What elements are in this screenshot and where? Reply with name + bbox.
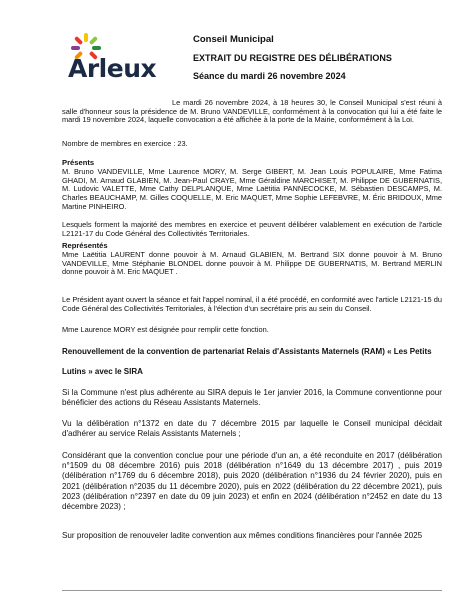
arleux-logo (60, 32, 175, 94)
document-title: EXTRAIT DU REGISTRE DES DÉLIBÉRATIONS (193, 53, 392, 63)
subject-line-1: Renouvellement de la convention de partenariat Relais d'Assistants Maternels (RAM) « Les Petits (62, 347, 432, 356)
body-paragraph: Si la Commune n'est plus adhérente au SIRA depuis le 1er janvier 2016, la Commune conventionne pour bénéficier des actions du Réseau Assistants Maternels. (62, 388, 442, 408)
present-title: Présents (62, 158, 95, 167)
roll-call-paragraph: Le Président ayant ouvert la séance et fait l'appel nominal, il a été procédé, en conformité avec l'article L2121-15 du Code Général des Collectivités Territoriales, à l'élection d'un secrétaire pris au sein du Conseil. (62, 295, 442, 313)
quorum-note: Lesquels forment la majorité des membres en exercice et peuvent délibérer valablement en exécution de l'article L2121-17 du Code Général des Collectivités Territoriales. (62, 220, 442, 238)
body-paragraph: Sur proposition de renouveler ladite convention aux mêmes conditions financières pour l'année 2025 (62, 531, 423, 540)
footer-divider (62, 590, 442, 591)
subject-line-2: Lutins » avec le SIRA (62, 367, 143, 376)
secretary-line: Mme Laurence MORY est désignée pour remplir cette fonction. (62, 325, 269, 334)
session-date: Séance du mardi 26 novembre 2024 (193, 71, 346, 81)
body-paragraph: Considérant que la convention conclue pour une période d'un an, a été reconduite en 2017 (délibération n°1509 du 08 décembre 2016) puis 2018 (délibération n°1649 du 13 décembre 2017) , puis 2019 (délibération n°1769 du 6 décembre 2018), puis 2020 (délibération n°1936 du 24 février 2020), puis en 2021 (délibération n°2035 du 11 décembre 2020), puis en 2022 (délibération du 22 décembre 2021), puis 2023 (délibération n°2397 en date du 09 juin 2023) et enfin en 2024 (délibération n°2452 en date du 13 décembre 2023) ; (62, 451, 442, 512)
logo-wordmark: Arleux (68, 54, 157, 83)
members-count: Nombre de membres en exercice : 23. (62, 139, 188, 148)
present-list: M. Bruno VANDEVILLE, Mme Laurence MORY, M. Serge GIBERT, M. Jean Louis POPULAIRE, Mme Fatima GHADI, M. Arnaud GLABIEN, M. Jean-Paul CRAYE, Mme Géraldine MARCHISET, M. Philippe DE GUBERNATIS, M. Ludovic VALETTE, Mme Cathy DELPLANQUE, Mme Laëtitia PANNECOCKE, M. Sébastien DESCAMPS, M. Charles BEAUCHAMP, M. Gilles COQUELLE, M. Eric MAQUET, Mme Sophie LEFEBVRE, M. Éric BRIDOUX, Mme Martine PINHEIRO. (62, 167, 442, 211)
body-paragraph: Vu la délibération n°1372 en date du 7 décembre 2015 par laquelle le Conseil municipal décidait d'adhérer au service Relais Assistants Maternels ; (62, 419, 442, 439)
council-name: Conseil Municipal (193, 34, 274, 45)
represented-list: Mme Laëtitia LAURENT donne pouvoir à M. Arnaud GLABIEN, M. Bertrand SIX donne pouvoir à M. Bruno VANDEVILLE, Mme Stéphanie BLONDEL donne pouvoir à M. Philippe DE GUBERNATIS, M. Bertrand MERLIN donne pouvoir à M. Eric MAQUET . (62, 250, 442, 277)
intro-paragraph: Le mardi 26 novembre 2024, à 18 heures 30, le Conseil Municipal s'est réuni à salle d'honneur sous la présidence de M. Bruno VANDEVILLE, conformément à la convocation qui lui a été faite le mardi 19 novembre 2024, laquelle convocation a été affichée à la porte de la Mairie, conformément à la Loi. (62, 98, 442, 125)
represented-title: Représentés (62, 241, 108, 250)
